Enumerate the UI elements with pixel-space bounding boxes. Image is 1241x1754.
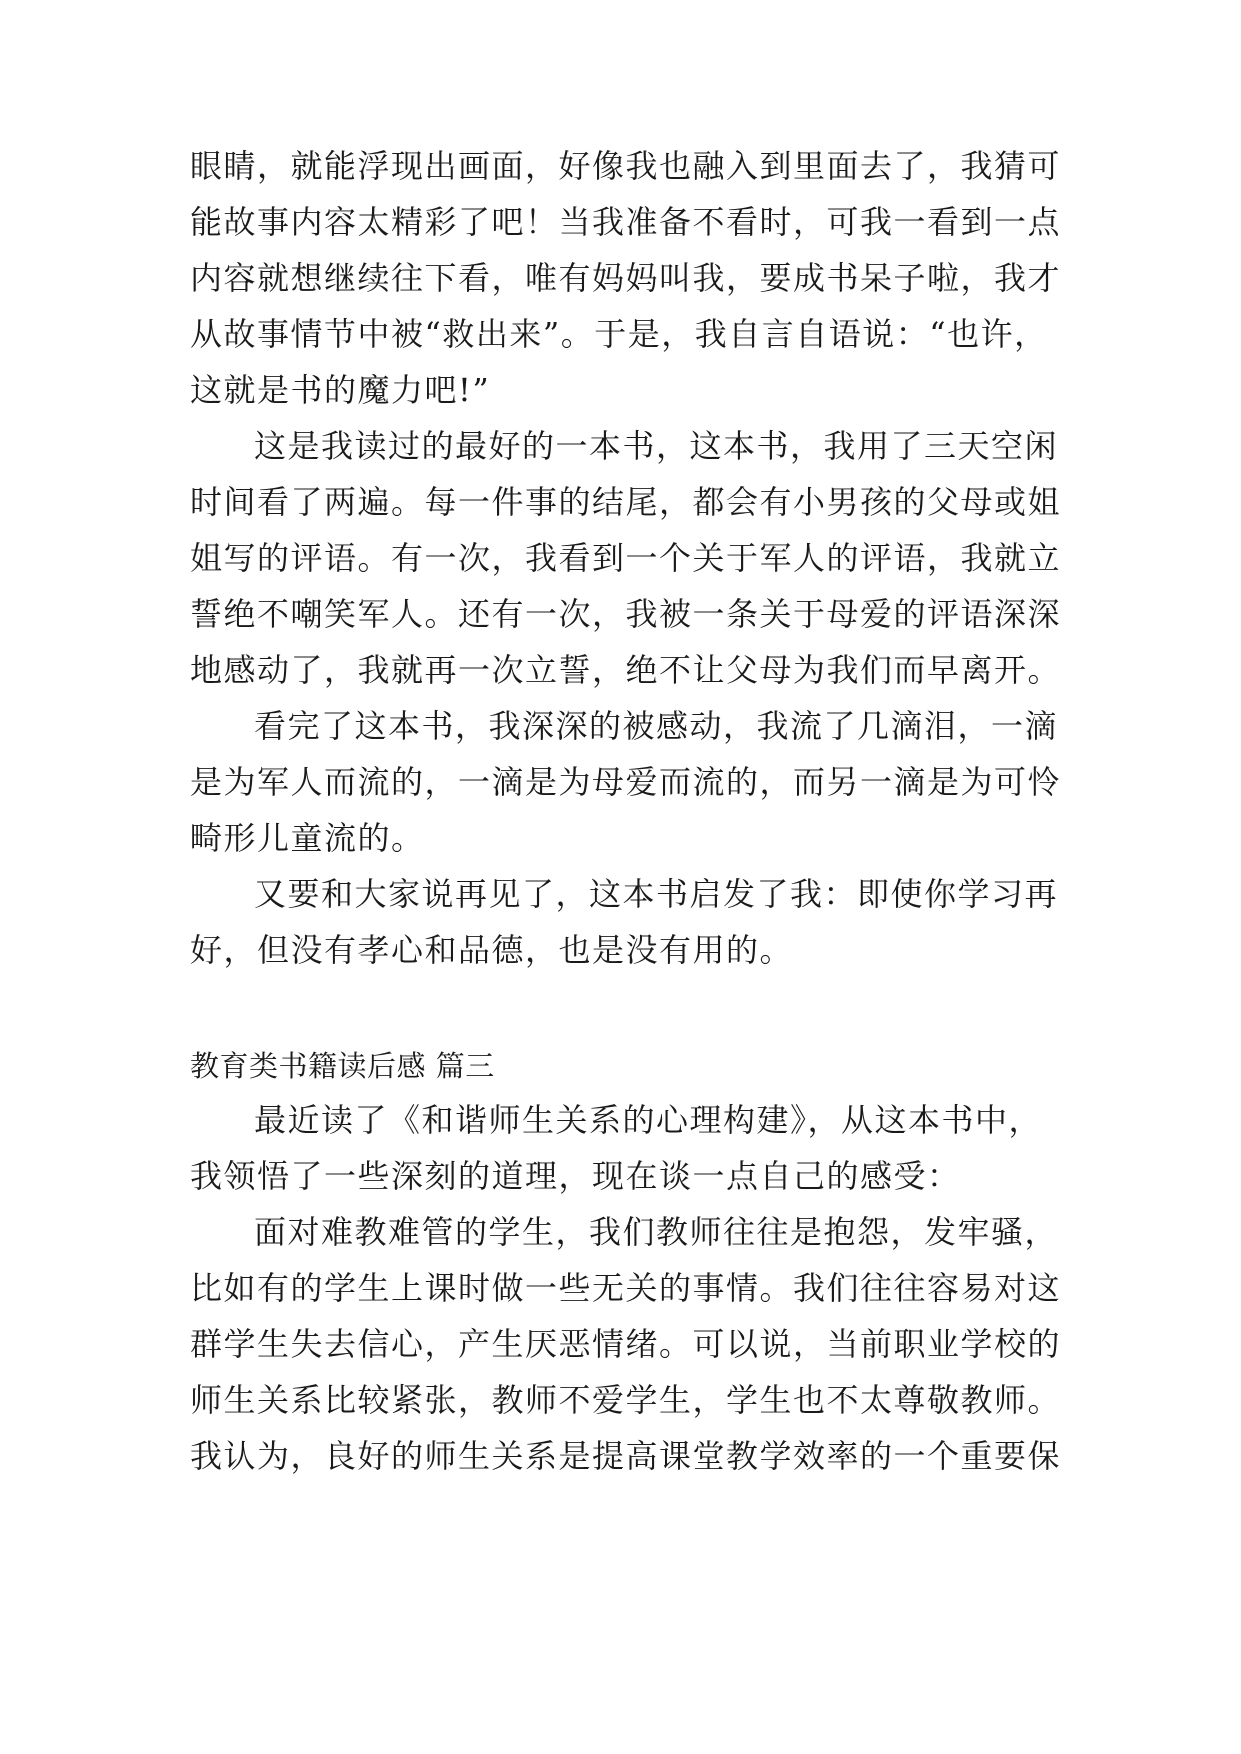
text-line: 群学生失去信心，产生厌恶情绪。可以说，当前职业学校的 [190,1325,1062,1363]
text-line: 时间看了两遍。每一件事的结尾，都会有小男孩的父母或姐 [190,483,1062,521]
text-line: 地感动了，我就再一次立誓，绝不让父母为我们而早离开。 [190,651,1062,689]
text-line: 内容就想继续往下看，唯有妈妈叫我，要成书呆子啦，我才 [190,259,1062,297]
paragraph-start-line: 最近读了《和谐师生关系的心理构建》，从这本书中， [254,1101,1043,1139]
paragraph-start-line: 又要和大家说再见了，这本书启发了我：即使你学习再 [254,875,1059,913]
text-line: 畸形儿童流的。 [190,819,425,857]
paragraph-start-line: 看完了这本书，我深深的被感动，我流了几滴泪，一滴 [254,707,1059,745]
section-heading: 教育类书籍读后感 篇三 [190,1049,495,1083]
text-line: 是为军人而流的，一滴是为母爱而流的，而另一滴是为可怜 [190,763,1062,801]
text-line: 好，但没有孝心和品德，也是没有用的。 [190,931,794,969]
paragraph-start-line: 面对难教难管的学生，我们教师往往是抱怨，发牢骚， [254,1213,1059,1251]
text-line: 姐写的评语。有一次，我看到一个关于军人的评语，我就立 [190,539,1062,577]
text-line: 我认为，良好的师生关系是提高课堂教学效率的一个重要保 [190,1437,1062,1475]
text-line: 从故事情节中被“救出来”。于是，我自言自语说：“也许， [190,315,1048,353]
text-line: 眼睛，就能浮现出画面，好像我也融入到里面去了，我猜可 [190,147,1062,185]
text-line: 我领悟了一些深刻的道理，现在谈一点自己的感受： [190,1157,961,1195]
text-line: 能故事内容太精彩了吧！当我准备不看时，可我一看到一点 [190,203,1062,241]
text-line: 这就是书的魔力吧!” [190,371,491,409]
text-line: 誓绝不嘲笑军人。还有一次，我被一条关于母爱的评语深深 [190,595,1062,633]
text-line: 师生关系比较紧张，教师不爱学生，学生也不太尊敬教师。 [190,1381,1062,1419]
text-line: 比如有的学生上课时做一些无关的事情。我们往往容易对这 [190,1269,1062,1307]
paragraph-start-line: 这是我读过的最好的一本书，这本书，我用了三天空闲 [254,427,1059,465]
